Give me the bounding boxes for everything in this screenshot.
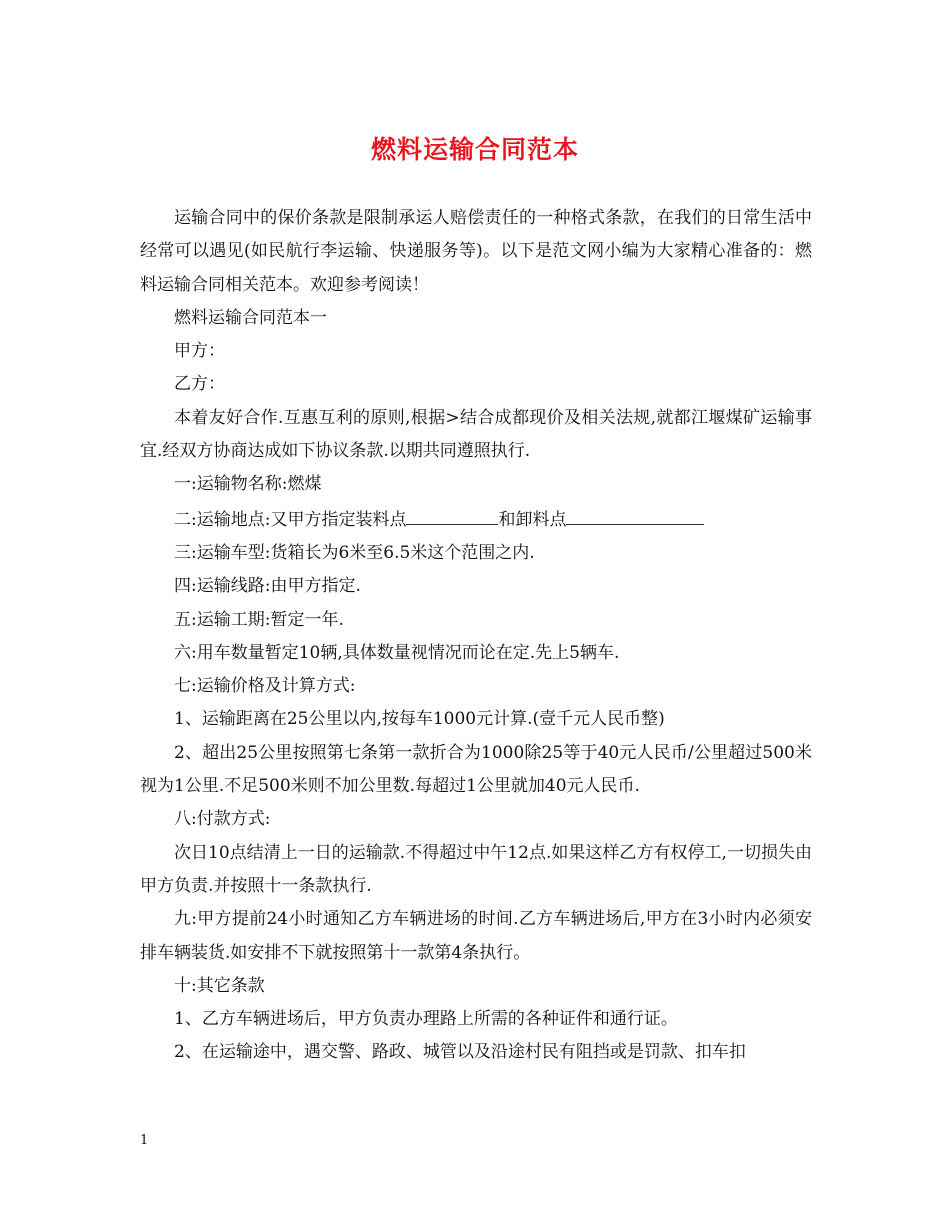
clause-9: 九:甲方提前24小时通知乙方车辆进场的时间.乙方车辆进场后,甲方在3小时内必须安排车辆装货.如安排不下就按照第十一款第4条执行。 (140, 909, 812, 963)
clause-5: 五:运输工期:暂定一年. (174, 609, 344, 630)
clause-8: 八:付款方式: (174, 809, 271, 830)
intro-paragraph: 运输合同中的保价条款是限制承运人赔偿责任的一种格式条款，在我们的日常生活中经常可以遇见(如民航行李运输、快递服务等)。以下是范文网小编为大家精心准备的：燃料运输合同相关范本。欢迎参考阅读！ (140, 208, 812, 295)
clause-8-detail: 次日10点结清上一日的运输款.不得超过中午12点.如果这样乙方有权停工,一切损失由甲方负责.并按照十一条款执行. (140, 842, 812, 896)
clause-1: 一:运输物名称:燃煤 (174, 474, 322, 495)
document-title: 燃料运输合同范本 (370, 135, 579, 164)
clause-7: 七:运输价格及计算方式: (174, 676, 356, 697)
clause-4: 四:运输线路:由甲方指定. (174, 576, 361, 597)
clause-2-prefix: 二:运输地点:又甲方指定装料点 (174, 509, 407, 530)
document-body (140, 202, 812, 1070)
clause-3: 三:运输车型:货箱长为6米至6.5米这个范围之内. (174, 542, 535, 563)
clause-2 (140, 502, 812, 537)
clause-10: 十:其它条款 (174, 975, 265, 996)
clause-7-item-2: 2、超出25公里按照第七条第一款折合为1000除25等于40元人民币/公里超过500米视为1公里.不足500米则不加公里数.每超过1公里就加40元人民币. (140, 742, 812, 797)
unloading-point-blank (566, 502, 704, 525)
party-b-line: 乙方： (174, 374, 225, 395)
loading-point-blank (406, 502, 498, 525)
clause-7-item-1: 1、运输距离在25公里以内,按每车1000元计算.(壹千元人民币整) (174, 709, 665, 730)
page-number: 1 (140, 1133, 149, 1148)
section-heading: 燃料运输合同范本一 (174, 307, 327, 328)
party-a-line: 甲方： (174, 341, 225, 362)
clause-2-middle: 和卸料点 (498, 509, 567, 530)
clause-6: 六:用车数量暂定10辆,具体数量视情况而论在定.先上5辆车. (174, 642, 620, 663)
clause-10-item-2: 2、在运输途中，遇交警、路政、城管以及沿途村民有阻挡或是罚款、扣车扣 (174, 1042, 746, 1063)
preamble-paragraph: 本着友好合作.互惠互利的原则,根据>结合成都现价及相关法规,就都江堰煤矿运输事宜.经双方协商达成如下协议条款.以期共同遵照执行. (140, 407, 812, 462)
clause-10-item-1: 1、乙方车辆进场后，甲方负责办理路上所需的各种证件和通行证。 (174, 1009, 678, 1030)
